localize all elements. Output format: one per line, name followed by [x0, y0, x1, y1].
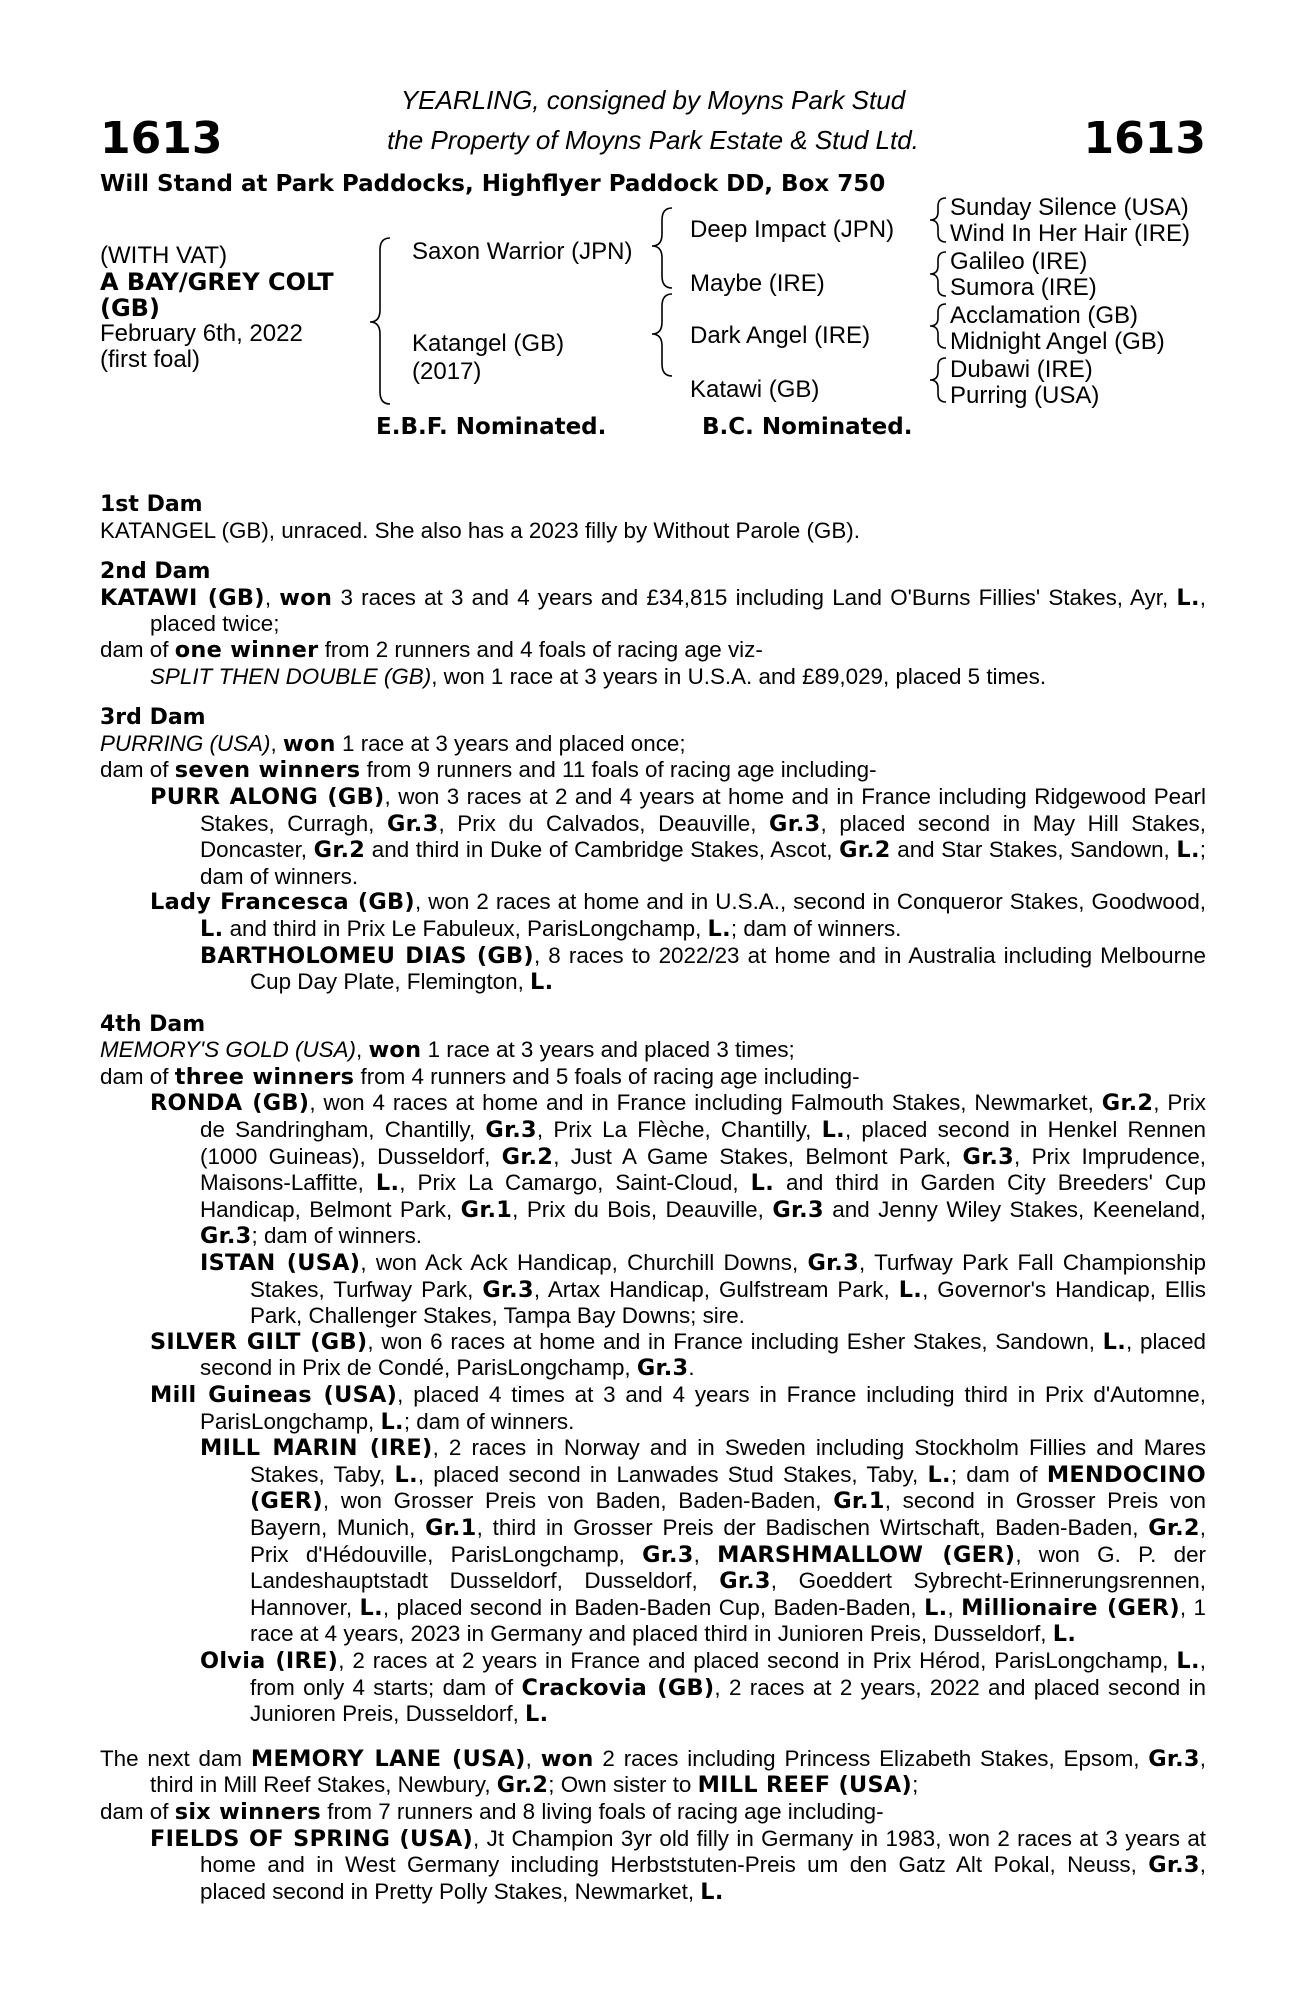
bold-text: Gr.2 — [1101, 1090, 1154, 1117]
bold-text: Gr.2 — [501, 1143, 554, 1170]
bold-text: SILVER GILT (GB) — [150, 1328, 368, 1355]
text-run: The next dam — [100, 1745, 251, 1771]
first-dam-section — [100, 492, 1206, 543]
text-run: , won G. P. der Landeshauptstadt Dusseldorf, Dusseldorf, — [250, 1541, 1206, 1594]
bold-text: Gr.3 — [485, 1117, 537, 1144]
bold-text: L. — [200, 915, 224, 942]
dam-sire-sire: Acclamation (GB) — [950, 302, 1139, 329]
bold-text: Mill Guineas (USA) — [150, 1382, 398, 1408]
italic-text: PURRING (USA) — [100, 730, 271, 756]
bold-text: L. — [1176, 584, 1200, 611]
bold-text: Crackovia (GB) — [521, 1674, 715, 1701]
bold-text: RONDA (GB) — [150, 1090, 310, 1117]
text-run: , third in Grosser Preis der Badischen Wirtschaft, Baden-Baden, — [476, 1514, 1149, 1540]
second-dam-produce-summary — [100, 637, 1206, 664]
foal-note: (first foal) — [100, 346, 201, 373]
bold-text: L. — [525, 1701, 549, 1728]
text-run: from 4 runners and 5 foals of racing age including- — [354, 1063, 860, 1089]
bold-text: three winners — [174, 1063, 355, 1090]
produce-lady-francesca — [100, 889, 1206, 942]
bold-text: one winner — [174, 636, 319, 663]
sire-sire-dam: Wind In Her Hair (IRE) — [950, 220, 1191, 247]
dam-sire: Dark Angel (IRE) — [690, 322, 871, 349]
text-run: ; dam of winners. — [730, 915, 902, 941]
third-dam-heading: 3rd Dam — [100, 705, 206, 731]
text-run: ; dam of winners. — [200, 837, 1206, 889]
foaling-date: February 6th, 2022 — [100, 320, 303, 347]
produce-silver-gilt — [100, 1329, 1206, 1382]
text-run: and third in Garden City Breeders' Cup Handicap, Belmont Park, — [200, 1170, 1206, 1222]
bold-text: MENDOCINO (GER) — [250, 1461, 1207, 1515]
bold-text: L. — [927, 1461, 951, 1488]
bold-text: Gr.2 — [313, 837, 366, 864]
text-run: and Star Stakes, Sandown, — [890, 837, 1177, 863]
bold-text: six winners — [174, 1798, 322, 1825]
text-run: , Turfway Park Fall Championship Stakes, Turfway Park, — [250, 1250, 1206, 1302]
text-run: ; — [912, 1772, 919, 1798]
dam: Katangel (GB) — [412, 330, 565, 357]
text-run: , won 6 races at home and in France including Esher Stakes, Sandown, — [367, 1328, 1103, 1354]
text-run: , — [947, 1594, 962, 1620]
bold-text: Gr.3 — [386, 810, 439, 837]
next-dam-section — [100, 1746, 1206, 1906]
third-dam-record — [100, 731, 1206, 758]
bold-text: Gr.3 — [772, 1196, 824, 1223]
italic-text: SPLIT THEN DOUBLE (GB) — [150, 663, 432, 689]
text-run: , Prix La Camargo, Saint-Cloud, — [399, 1170, 751, 1196]
text-run: , 2 races at 2 years, 2022 and placed second in Junioren Preis, Dusseldorf, — [250, 1674, 1206, 1727]
text-run: , placed second in Henkel Rennen (1000 Guineas), Dusseldorf, — [200, 1117, 1206, 1169]
bold-text: won — [279, 584, 333, 611]
dam-sire-dam: Midnight Angel (GB) — [950, 328, 1165, 355]
text-run: 1 race at 3 years and placed 3 times; — [421, 1037, 795, 1063]
text-run: , placed twice; — [150, 584, 1206, 637]
text-run: 1 race at 3 years and placed once; — [335, 730, 686, 756]
bold-text: L. — [700, 1878, 724, 1905]
text-run: , placed second in Prix de Condé, ParisLongchamp, — [200, 1328, 1206, 1381]
sire-dam: Maybe (IRE) — [690, 270, 825, 297]
text-run: from 7 runners and 8 living foals of racing age including- — [321, 1798, 884, 1824]
consignment-line-1: YEARLING, consigned by Moyns Park Stud — [400, 85, 906, 115]
lot-number-right: 1613 — [1083, 113, 1206, 164]
text-run: ; dam of — [950, 1461, 1047, 1487]
bold-text: L. — [375, 1170, 400, 1197]
sire-dam-sire: Galileo (IRE) — [950, 248, 1088, 275]
text-run: , won 4 races at home and in France including Falmouth Stakes, Newmarket, — [309, 1090, 1102, 1116]
consignment-line-2: the Property of Moyns Park Estate & Stud Ltd. — [387, 125, 919, 155]
text-run: , — [525, 1745, 541, 1771]
text-run: , placed second in Lanwades Stud Stakes, Taby, — [417, 1461, 928, 1487]
dam-dam-dam: Purring (USA) — [950, 382, 1100, 409]
first-dam-text: KATANGEL (GB), unraced. She also has a 2023 filly by Without Parole (GB). — [100, 517, 860, 543]
stand-location: Will Stand at Park Paddocks, Highflyer Paddock DD, Box 750 — [100, 171, 886, 197]
bold-text: L. — [359, 1594, 383, 1621]
produce-olvia — [100, 1648, 1206, 1728]
sire-sire: Deep Impact (JPN) — [690, 216, 895, 243]
text-run: , Prix du Calvados, Deauville, — [438, 810, 770, 836]
dam-dam: Katawi (GB) — [690, 376, 820, 403]
produce-mill-marin — [100, 1435, 1206, 1648]
text-run: , won Ack Ack Handicap, Churchill Downs, — [360, 1250, 808, 1276]
bold-text: Gr.3 — [636, 1355, 689, 1382]
pedigree-table — [100, 194, 1206, 446]
bold-text: Gr.3 — [962, 1143, 1015, 1170]
bold-text: Gr.1 — [460, 1196, 513, 1223]
first-dam-heading: 1st Dam — [100, 492, 203, 517]
text-run: dam of — [100, 1063, 175, 1089]
vat-label: (WITH VAT) — [100, 242, 228, 269]
bold-text: won — [540, 1745, 594, 1772]
catalogue-page — [100, 80, 1206, 1905]
lot-number-left: 1613 — [100, 113, 223, 164]
second-dam-heading: 2nd Dam — [100, 559, 211, 585]
nominations — [100, 414, 1206, 492]
bold-text: Gr.2 — [1148, 1514, 1200, 1541]
text-run: , won 1 race at 3 years in U.S.A. and £89,029, placed 5 times. — [431, 663, 1047, 689]
text-run: , Prix d'Hédouville, ParisLongchamp, — [250, 1514, 1206, 1567]
bold-text: Gr.3 — [642, 1541, 694, 1568]
text-run: , won 3 races at 2 and 4 years at home and in France including Ridgewood Pearl Stakes, Curragh, — [200, 783, 1206, 836]
second-dam-record — [100, 585, 1206, 637]
ebf-nominated: E.B.F. Nominated. — [376, 414, 607, 440]
bold-text: Gr.3 — [1148, 1745, 1200, 1772]
text-run: 3 races at 3 and 4 years and £34,815 including Land O'Burns Fillies' Stakes, Ayr, — [332, 584, 1177, 610]
text-run: , 2 races in Norway and in Sweden including Stockholm Fillies and Mares Stakes, Taby, — [250, 1435, 1206, 1487]
third-dam-section — [100, 705, 1206, 996]
text-run: , placed second in May Hill Stakes, Doncaster, — [200, 810, 1206, 863]
text-run: , Prix de Sandringham, Chantilly, — [200, 1090, 1206, 1143]
text-run: ; Own sister to — [548, 1772, 698, 1798]
sire-dam-dam: Sumora (IRE) — [950, 274, 1097, 301]
text-run: 2 races including Princess Elizabeth Stakes, Epsom, — [593, 1745, 1149, 1771]
text-run: and Jenny Wiley Stakes, Keeneland, — [823, 1196, 1206, 1222]
text-run: , won Grosser Preis von Baden, Baden-Baden, — [322, 1488, 834, 1514]
bold-text: L. — [821, 1117, 845, 1144]
bold-text: seven winners — [174, 757, 361, 784]
bold-text: MILL MARIN (IRE) — [200, 1435, 433, 1462]
text-run: , Governor's Handicap, Ellis Park, Challenger Stakes, Tampa Bay Downs; sire. — [250, 1276, 1206, 1329]
text-run: ; dam of winners. — [403, 1408, 575, 1434]
bold-text: L. — [707, 915, 731, 942]
bold-text: Gr.3 — [482, 1276, 534, 1303]
text-run: , Just A Game Stakes, Belmont Park, — [553, 1143, 963, 1169]
next-dam-record — [100, 1746, 1206, 1799]
text-run: , Prix Imprudence, Maisons-Laffitte, — [200, 1143, 1206, 1196]
bold-text: L. — [1176, 837, 1200, 864]
produce-bartholomeu-dias — [100, 943, 1206, 996]
bold-text: won — [282, 730, 336, 757]
bold-text: Gr.2 — [496, 1772, 549, 1799]
bold-text: Gr.3 — [807, 1250, 859, 1277]
text-run: . — [688, 1355, 695, 1381]
bold-text: L. — [1176, 1647, 1200, 1674]
bold-text: L. — [1102, 1328, 1127, 1355]
produce-fields-of-spring — [100, 1826, 1206, 1906]
bold-text: Gr.2 — [839, 837, 891, 864]
bold-text: PURR ALONG (GB) — [150, 783, 385, 810]
horse-country: (GB) — [100, 294, 160, 322]
bold-text: KATAWI (GB) — [100, 584, 265, 611]
italic-text: MEMORY'S GOLD (USA) — [100, 1037, 356, 1063]
text-run: and third in Prix Le Fabuleux, ParisLongchamp, — [223, 915, 708, 941]
text-run: , Artax Handicap, Gulfstream Park, — [533, 1276, 899, 1302]
fourth-dam-produce-summary — [100, 1064, 1206, 1091]
produce-ronda — [100, 1090, 1206, 1250]
text-run: , Prix La Flèche, Chantilly, — [536, 1117, 822, 1143]
text-run: from 9 runners and 11 foals of racing age including- — [360, 757, 877, 783]
text-run: , Goeddert Sybrecht-Erinnerungsrennen, Hannover, — [250, 1568, 1206, 1620]
bold-text: ISTAN (USA) — [200, 1250, 361, 1277]
bold-text: Millionaire (GER) — [961, 1594, 1180, 1621]
bold-text: L. — [1052, 1621, 1077, 1648]
produce-mill-guineas — [100, 1382, 1206, 1435]
fourth-dam-record — [100, 1037, 1206, 1064]
sire: Saxon Warrior (JPN) — [412, 238, 633, 265]
bc-nominated: B.C. Nominated. — [702, 414, 913, 440]
text-run: , placed 4 times at 3 and 4 years in France including third in Prix d'Automne, ParisLongchamp, — [200, 1382, 1206, 1434]
text-run: , second in Grosser Preis von Bayern, Munich, — [250, 1488, 1206, 1540]
bold-text: FIELDS OF SPRING (USA) — [150, 1825, 474, 1852]
fourth-dam-heading: 4th Dam — [100, 1011, 206, 1037]
produce-purr-along — [100, 784, 1206, 889]
text-run: ; dam of winners. — [251, 1223, 423, 1249]
text-run: , — [270, 730, 283, 756]
next-dam-produce-summary — [100, 1799, 1206, 1826]
bold-text: Gr.3 — [1148, 1852, 1200, 1879]
text-run: , third in Mill Reef Stakes, Newbury, — [150, 1745, 1206, 1798]
text-run: , won 2 races at home and in U.S.A., second in Conqueror Stakes, Goodwood, — [414, 889, 1206, 915]
bold-text: MILL REEF (USA) — [697, 1772, 913, 1799]
produce-istan — [100, 1250, 1206, 1329]
text-run: , — [355, 1037, 369, 1063]
horse-description: A BAY/GREY COLT — [100, 268, 334, 296]
bold-text: MARSHMALLOW (GER) — [717, 1541, 1016, 1568]
text-run: , Jt Champion 3yr old filly in Germany in 1983, won 2 races at 3 years at home and in West Germany including Herbststuten-Preis um den Gatz Alt Pokal, Neuss, — [200, 1825, 1206, 1878]
bold-text: won — [368, 1037, 422, 1064]
second-dam-section — [100, 559, 1206, 689]
text-run: , placed second in Pretty Polly Stakes, Newmarket, — [200, 1852, 1206, 1904]
text-run: dam of — [100, 636, 175, 662]
text-run: , 1 race at 4 years, 2023 in Germany and placed third in Junioren Preis, Dusseldorf, — [250, 1594, 1206, 1647]
lot-header — [100, 80, 1206, 170]
text-run: from 2 runners and 4 foals of racing age viz- — [318, 636, 763, 662]
text-run: , from only 4 starts; dam of — [250, 1647, 1206, 1700]
bold-text: Gr.1 — [425, 1514, 477, 1541]
bold-text: L. — [530, 969, 554, 996]
bold-text: Gr.3 — [719, 1568, 771, 1595]
text-run: , Prix du Bois, Deauville, — [512, 1196, 773, 1222]
third-dam-produce-summary — [100, 757, 1206, 784]
dam-year: (2017) — [412, 358, 482, 385]
text-run: , — [264, 584, 280, 610]
text-run: dam of — [100, 757, 175, 783]
bold-text: Gr.1 — [833, 1488, 885, 1515]
bold-text: BARTHOLOMEU DIAS (GB) — [200, 942, 534, 969]
fourth-dam-section — [100, 1012, 1206, 1728]
bold-text: L. — [380, 1408, 404, 1435]
bold-text: Olvia (IRE) — [200, 1647, 339, 1674]
text-run: , — [693, 1541, 718, 1567]
bold-text: L. — [924, 1594, 948, 1621]
bold-text: MEMORY LANE (USA) — [250, 1745, 526, 1772]
bold-text: Gr.3 — [200, 1223, 252, 1250]
text-run: , 2 races at 2 years in France and placed second in Prix Hérod, ParisLongchamp, — [338, 1647, 1177, 1673]
text-run: , 8 races to 2022/23 at home and in Australia including Melbourne Cup Day Plate, Flemington, — [250, 942, 1206, 995]
second-dam-produce-entry — [100, 664, 1206, 690]
sire-sire-sire: Sunday Silence (USA) — [950, 194, 1189, 221]
text-run: and third in Duke of Cambridge Stakes, Ascot, — [365, 837, 840, 863]
bold-text: L. — [394, 1461, 418, 1488]
bold-text: Gr.3 — [769, 810, 821, 837]
text-run: , placed second in Baden-Baden Cup, Baden-Baden, — [382, 1594, 925, 1620]
bold-text: L. — [750, 1170, 774, 1197]
bold-text: Lady Francesca (GB) — [150, 889, 415, 916]
text-run: dam of — [100, 1798, 175, 1824]
bold-text: L. — [898, 1276, 923, 1303]
dam-dam-sire: Dubawi (IRE) — [950, 356, 1093, 383]
